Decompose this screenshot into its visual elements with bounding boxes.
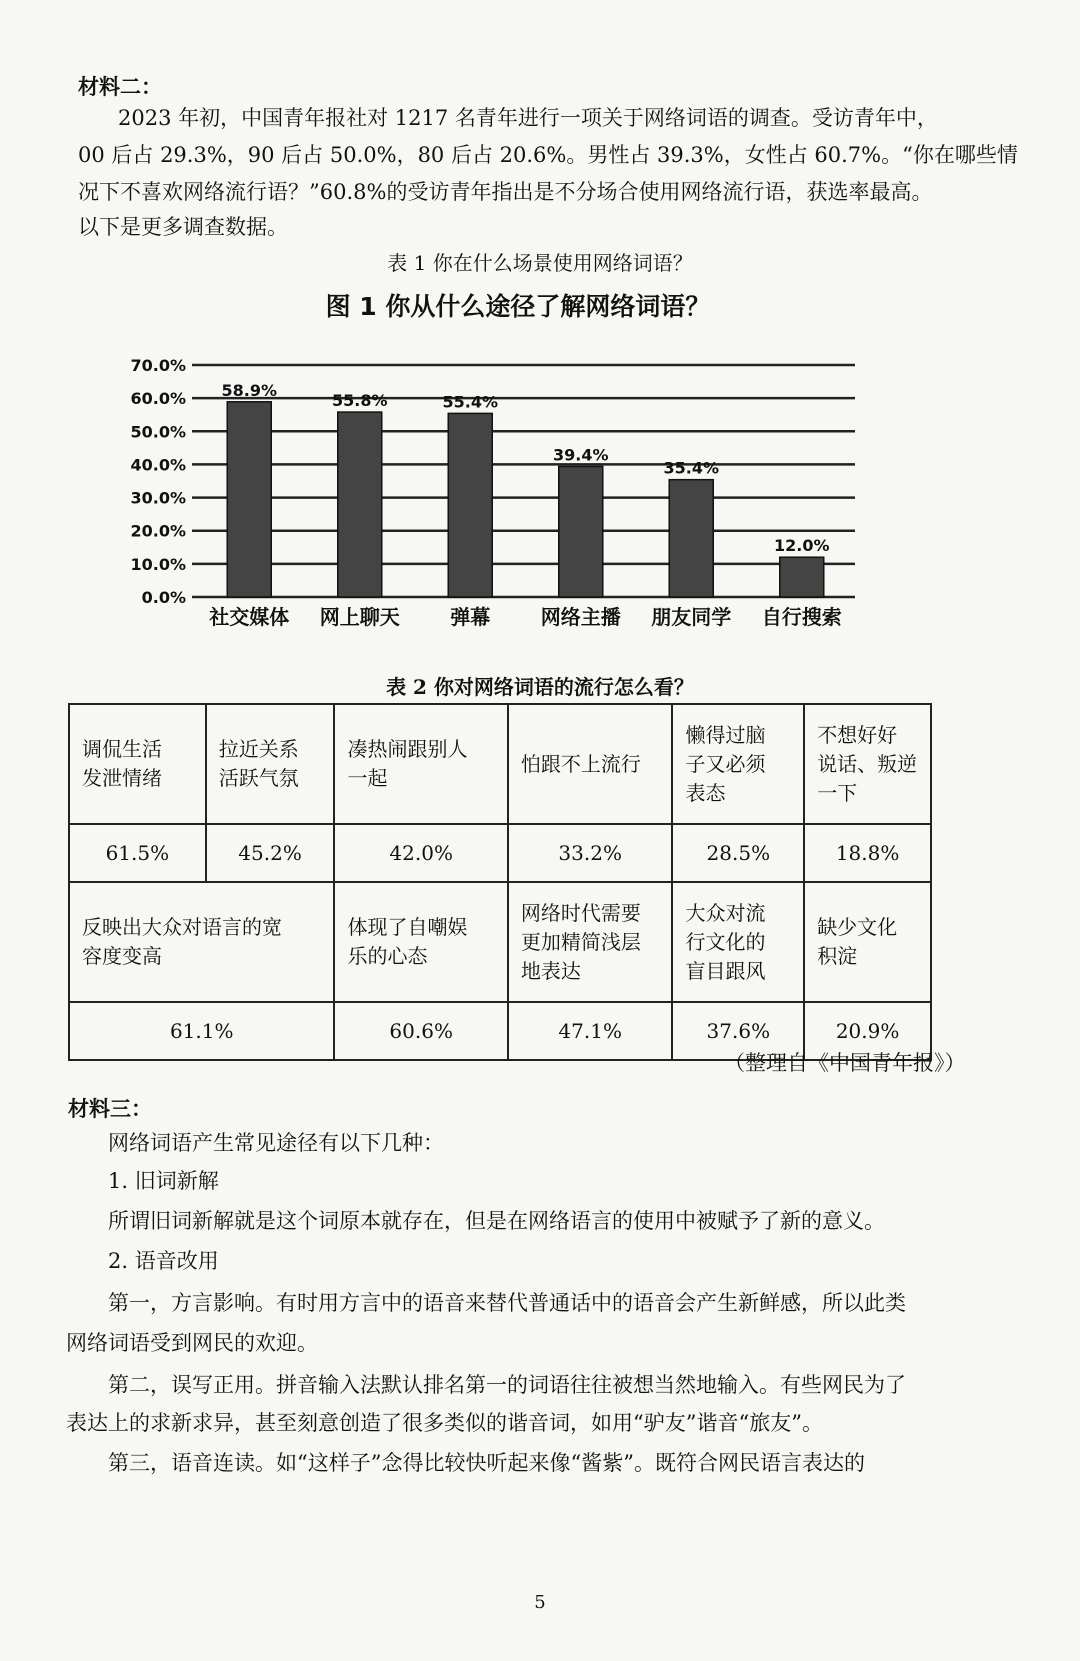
- table-value-cell: 60.6%: [334, 1002, 507, 1060]
- header-line: 子又必须: [685, 751, 766, 776]
- header-line: 表态: [685, 780, 726, 805]
- material2-line-1: 2023 年初，中国青年报社对 1217 名青年进行一项关于网络词语的调查。受访青年中，: [118, 106, 938, 130]
- item2-title: 2. 语音改用: [108, 1249, 219, 1273]
- header-line: 不想好好: [817, 722, 898, 747]
- table-header-cell: [672, 882, 804, 1002]
- table-header-cell: [69, 704, 206, 824]
- chart-title: 图 1 你从什么途径了解网络词语？: [325, 292, 711, 321]
- table-value-cell: 33.2%: [508, 824, 673, 882]
- y-tick-label: 10.0%: [130, 554, 186, 574]
- header-line: 容度变高: [82, 944, 162, 968]
- table-header-cell: [69, 882, 334, 1002]
- x-tick-label: 社交媒体: [209, 605, 290, 629]
- y-tick-label: 40.0%: [130, 455, 186, 475]
- data-label: 55.8%: [331, 391, 388, 411]
- point3-line-1: 第三，语音连读。如“这样子”念得比较快听起来像“酱紫”。既符合网民语言表达的: [108, 1451, 865, 1475]
- header-line: 说话、叛逆: [817, 751, 918, 776]
- data-label: 55.4%: [442, 392, 499, 412]
- header-line: 地表达: [520, 958, 581, 983]
- table1-caption: 表 1 你在什么场景使用网络词语？: [387, 251, 693, 275]
- x-tick-label: 朋友同学: [651, 605, 732, 629]
- y-tick-label: 50.0%: [130, 422, 186, 442]
- table-header-cell: [206, 704, 335, 824]
- header-line: 盲目跟风: [685, 958, 766, 983]
- table2-caption: 表 2 你对网络词语的流行怎么看？: [386, 675, 694, 699]
- point2-line-1: 第二，误写正用。拼音输入法默认排名第一的词语往往被想当然地输入。有些网民为了: [108, 1373, 906, 1397]
- bar: [338, 412, 382, 597]
- material3-heading: 材料三：: [68, 1096, 152, 1121]
- y-tick-label: 60.0%: [130, 389, 186, 409]
- data-label: 35.4%: [663, 458, 720, 478]
- header-line: 网络时代需要: [520, 900, 641, 925]
- header-line: 懒得过脑: [685, 722, 766, 747]
- table-value-cell: 28.5%: [672, 824, 804, 882]
- table-header-cell: [804, 882, 931, 1002]
- header-line: 缺少文化: [817, 915, 898, 939]
- material2-line-4: 以下是更多调查数据。: [78, 215, 288, 239]
- table-header-cell: [672, 704, 804, 824]
- header-line: 大众对流: [685, 900, 766, 925]
- header-line: 乐的心态: [347, 944, 428, 968]
- header-line: 行文化的: [685, 929, 766, 954]
- bar: [669, 480, 713, 597]
- bar-chart: [110, 285, 900, 645]
- header-line: 一下: [817, 780, 858, 805]
- header-line: 调侃生活: [82, 737, 162, 761]
- table-value-cell: 42.0%: [334, 824, 507, 882]
- y-tick-label: 0.0%: [141, 588, 186, 607]
- y-tick-label: 70.0%: [130, 356, 186, 375]
- table-value-cell: 20.9%: [804, 1002, 931, 1060]
- header-line: 积淀: [817, 944, 858, 968]
- table-row: [69, 704, 931, 824]
- source-note: （整理自《中国青年报》）: [724, 1051, 966, 1075]
- point1-line-2: 网络词语受到网民的欢迎。: [66, 1331, 318, 1355]
- table-value-cell: 37.6%: [672, 1002, 804, 1060]
- data-label: 39.4%: [552, 445, 609, 465]
- header-line: 怕跟不上流行: [520, 751, 641, 776]
- bar: [780, 557, 824, 597]
- table-value-cell: 18.8%: [804, 824, 931, 882]
- material2-line-3: 况下不喜欢网络流行语？”60.8%的受访青年指出是不分场合使用网络流行语，获选率最高。: [78, 180, 933, 204]
- header-line: 一起: [347, 766, 388, 790]
- x-tick-label: 弹幕: [450, 605, 491, 629]
- table-header-cell: [508, 882, 673, 1002]
- header-line: 反映出大众对语言的宽: [82, 915, 282, 939]
- data-label: 12.0%: [773, 536, 830, 556]
- bar: [559, 466, 603, 597]
- material2-heading: 材料二：: [78, 74, 162, 99]
- table-header-cell: [804, 704, 931, 824]
- table-value-cell: 61.1%: [69, 1002, 334, 1060]
- x-tick-label: 网络主播: [540, 605, 621, 629]
- table-header-cell: [334, 882, 507, 1002]
- table-value-cell: 47.1%: [508, 1002, 673, 1060]
- bar: [448, 413, 492, 597]
- header-line: 发泄情绪: [82, 766, 162, 790]
- header-line: 凑热闹跟别人: [347, 737, 468, 761]
- opinion-table: [68, 703, 932, 1061]
- data-label: 58.9%: [221, 380, 278, 400]
- header-line: 体现了自嘲娱: [347, 915, 468, 939]
- material2-line-2: 00 后占 29.3%，90 后占 50.0%，80 后占 20.6%。男性占 39.3%，女性占 60.7%。“你在哪些情: [78, 143, 1018, 167]
- header-line: 拉近关系: [218, 737, 299, 761]
- item1-text: 所谓旧词新解就是这个词原本就存在，但是在网络语言的使用中被赋予了新的意义。: [108, 1209, 885, 1233]
- y-tick-label: 30.0%: [130, 488, 186, 508]
- table-value-cell: 61.5%: [69, 824, 206, 882]
- header-line: 更加精简浅层: [520, 929, 641, 954]
- item1-title: 1. 旧词新解: [108, 1169, 219, 1193]
- table-header-cell: [334, 704, 507, 824]
- point2-line-2: 表达上的求新求异，甚至刻意创造了很多类似的谐音词，如用“驴友”谐音“旅友”。: [66, 1411, 823, 1435]
- table-value-cell: 45.2%: [206, 824, 335, 882]
- y-tick-label: 20.0%: [130, 521, 186, 541]
- page-number: 5: [534, 1592, 546, 1613]
- header-line: 活跃气氛: [218, 766, 299, 790]
- point1-line-1: 第一，方言影响。有时用方言中的语音来替代普通话中的语音会产生新鲜感，所以此类: [108, 1291, 906, 1315]
- table-row: [69, 824, 931, 882]
- table-row: [69, 882, 931, 1002]
- material3-intro: 网络词语产生常见途径有以下几种：: [108, 1131, 444, 1155]
- bar: [227, 402, 271, 597]
- x-tick-label: 自行搜索: [761, 605, 842, 629]
- x-tick-label: 网上聊天: [319, 605, 400, 629]
- table-header-cell: [508, 704, 673, 824]
